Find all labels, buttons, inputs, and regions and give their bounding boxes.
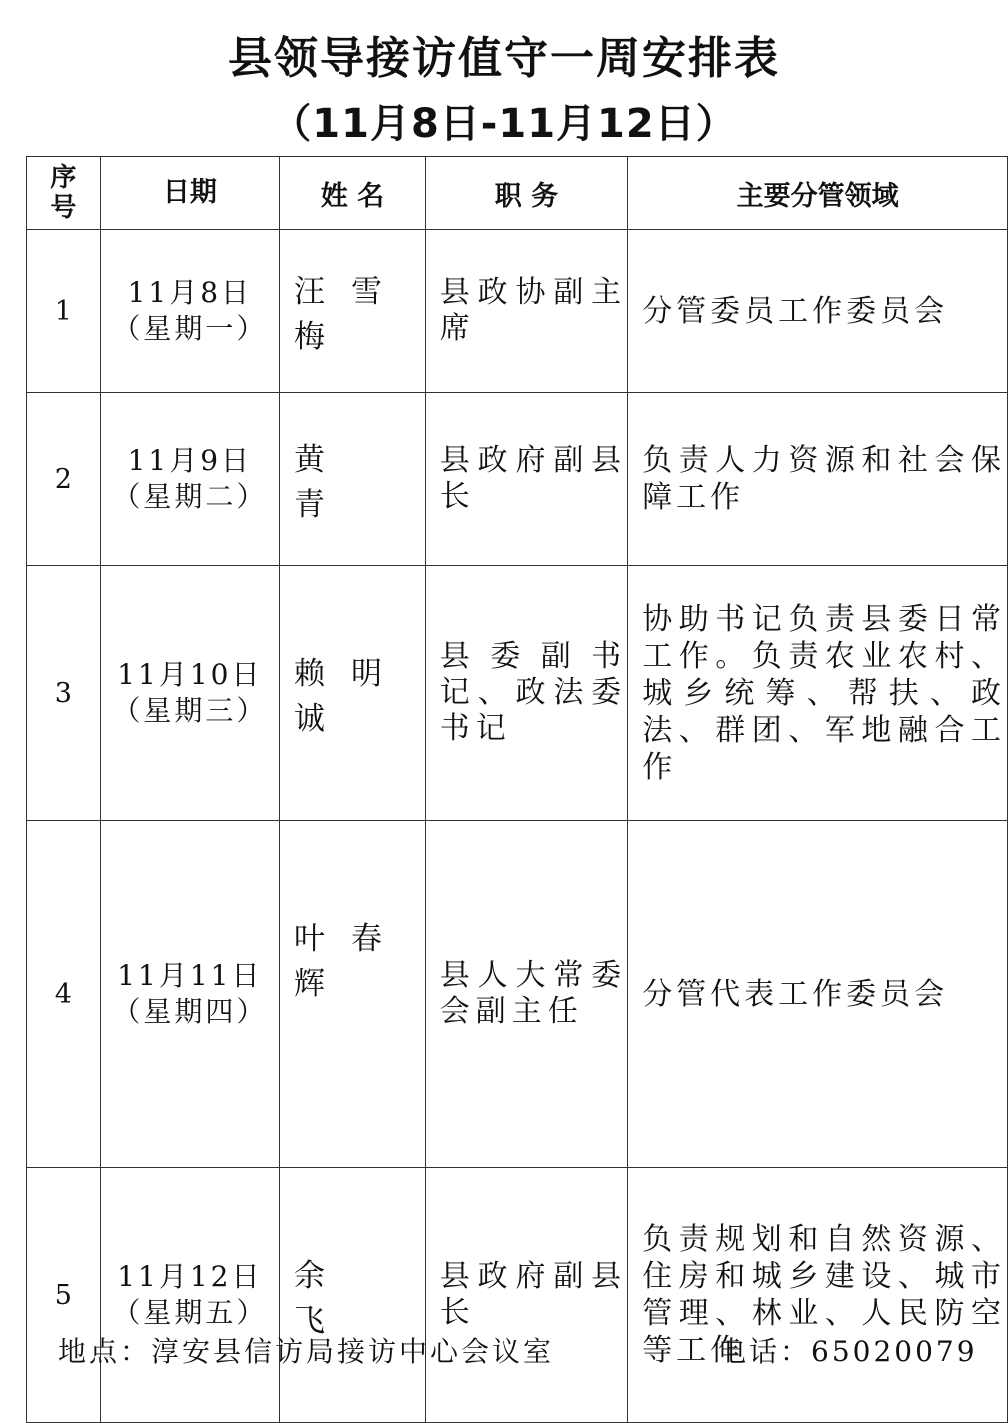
row-date: 11月10日 （星期三） xyxy=(100,566,279,821)
table-row xyxy=(27,1168,1008,1423)
row-area: 负责规划和自然资源、住房和城乡建设、城市管理、林业、人民防空等工作 xyxy=(628,1168,1008,1423)
header-name: 姓 名 xyxy=(280,157,426,230)
header-date: 日期 xyxy=(100,157,279,230)
row-date: 11月12日 （星期五） xyxy=(100,1168,279,1423)
row-name: 黄 青 xyxy=(280,393,426,566)
table-row xyxy=(27,393,1008,566)
footer-location: 地点：淳安县信访局接访中心会议室 xyxy=(58,1335,555,1368)
row-seq: 1 xyxy=(27,230,101,393)
row-name: 余 飞 xyxy=(280,1168,426,1423)
header-post: 职 务 xyxy=(425,157,627,230)
table-row xyxy=(27,821,1008,1168)
header-seq: 序号 xyxy=(27,157,101,230)
row-seq: 2 xyxy=(27,393,101,566)
row-date: 11月11日 （星期四） xyxy=(100,821,279,1168)
schedule-table xyxy=(26,156,1008,1423)
row-name: 汪雪梅 xyxy=(280,230,426,393)
row-post: 县政府副县长 xyxy=(425,1168,627,1423)
row-date: 11月8日 （星期一） xyxy=(100,230,279,393)
row-post: 县政府副县长 xyxy=(425,393,627,566)
row-area: 分管代表工作委员会 xyxy=(628,821,1008,1168)
footer-phone: 电话：65020079 xyxy=(718,1335,978,1368)
row-area: 协助书记负责县委日常工作。负责农业农村、城乡统筹、帮扶、政法、群团、军地融合工作 xyxy=(628,566,1008,821)
page-title: 县领导接访值守一周安排表 xyxy=(228,33,780,84)
row-area: 分管委员工作委员会 xyxy=(628,230,1008,393)
table-header-row xyxy=(27,157,1008,230)
table-row xyxy=(27,566,1008,821)
table-row xyxy=(27,230,1008,393)
row-post: 县人大常委会副主任 xyxy=(425,821,627,1168)
row-name: 叶春辉 xyxy=(280,821,426,1168)
row-name: 赖明诚 xyxy=(280,566,426,821)
row-date: 11月9日 （星期二） xyxy=(100,393,279,566)
row-seq: 3 xyxy=(27,566,101,821)
header-area: 主要分管领域 xyxy=(628,157,1008,230)
row-area: 负责人力资源和社会保障工作 xyxy=(628,393,1008,566)
date-range-subtitle: （11月8日-11月12日） xyxy=(271,101,737,147)
row-post: 县委副书记、政法委书记 xyxy=(425,566,627,821)
row-seq: 5 xyxy=(27,1168,101,1423)
row-seq: 4 xyxy=(27,821,101,1168)
row-post: 县政协副主席 xyxy=(425,230,627,393)
